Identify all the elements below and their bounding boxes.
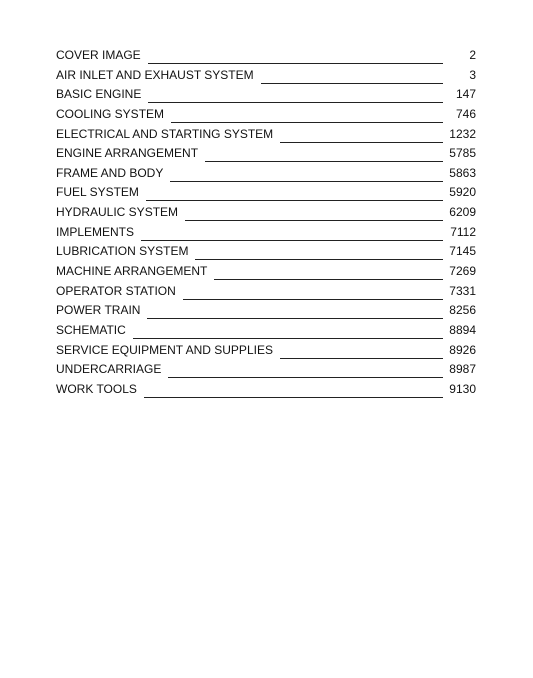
toc-entry-title[interactable]: MACHINE ARRANGEMENT bbox=[56, 264, 211, 278]
toc-entry-title[interactable]: COVER IMAGE bbox=[56, 48, 145, 62]
toc-entry-page[interactable]: 8987 bbox=[449, 362, 476, 377]
toc-entry-title[interactable]: OPERATOR STATION bbox=[56, 284, 180, 298]
toc-leader-line bbox=[147, 318, 443, 319]
toc-leader-line bbox=[141, 240, 443, 241]
toc-entry[interactable] bbox=[56, 125, 476, 145]
toc-entry-page[interactable]: 8256 bbox=[449, 303, 476, 318]
toc-leader-line bbox=[280, 142, 443, 143]
toc-entry[interactable] bbox=[56, 105, 476, 125]
toc-entry[interactable] bbox=[56, 282, 476, 302]
toc-entry[interactable] bbox=[56, 262, 476, 282]
toc-leader-line bbox=[171, 122, 443, 123]
toc-leader-line bbox=[185, 220, 443, 221]
toc-entry[interactable] bbox=[56, 183, 476, 203]
toc-entry-page[interactable]: 7145 bbox=[449, 244, 476, 259]
toc-entry-page[interactable]: 5863 bbox=[449, 165, 476, 180]
toc-leader-line bbox=[261, 83, 443, 84]
toc-entry-title[interactable]: ELECTRICAL AND STARTING SYSTEM bbox=[56, 127, 277, 141]
toc-leader-line bbox=[148, 102, 443, 103]
toc-entry-page[interactable]: 7331 bbox=[449, 283, 476, 298]
toc-entry-page[interactable]: 5920 bbox=[449, 185, 476, 200]
toc-entry[interactable] bbox=[56, 144, 476, 164]
toc-entry-title[interactable]: IMPLEMENTS bbox=[56, 225, 138, 239]
toc-entry[interactable] bbox=[56, 203, 476, 223]
toc-entry-title[interactable]: FUEL SYSTEM bbox=[56, 185, 143, 199]
toc-entry-title[interactable]: SERVICE EQUIPMENT AND SUPPLIES bbox=[56, 343, 277, 357]
toc-entry-page[interactable]: 746 bbox=[455, 106, 476, 121]
toc-entry-page[interactable]: 5785 bbox=[449, 146, 476, 161]
toc-leader-line bbox=[148, 63, 443, 64]
toc-entry-page[interactable]: 9130 bbox=[449, 381, 476, 396]
toc-entry[interactable] bbox=[56, 321, 476, 341]
toc-entry-title[interactable]: AIR INLET AND EXHAUST SYSTEM bbox=[56, 68, 258, 82]
toc-entry[interactable] bbox=[56, 242, 476, 262]
toc-entry-page[interactable]: 1232 bbox=[449, 126, 476, 141]
toc-entry-title[interactable]: ENGINE ARRANGEMENT bbox=[56, 146, 202, 160]
toc-entry-title[interactable]: BASIC ENGINE bbox=[56, 87, 145, 101]
toc-leader-line bbox=[280, 358, 443, 359]
toc-entry[interactable] bbox=[56, 380, 476, 400]
toc-leader-line bbox=[205, 161, 443, 162]
toc-entry[interactable] bbox=[56, 164, 476, 184]
toc-entry[interactable] bbox=[56, 301, 476, 321]
toc-entry-page[interactable]: 147 bbox=[455, 87, 476, 102]
toc-entry[interactable] bbox=[56, 360, 476, 380]
toc-entry-title[interactable]: COOLING SYSTEM bbox=[56, 107, 168, 121]
toc-entry[interactable] bbox=[56, 46, 476, 66]
toc-entry-title[interactable]: UNDERCARRIAGE bbox=[56, 362, 165, 376]
toc-entry-page[interactable]: 7269 bbox=[449, 264, 476, 279]
toc-entry-page[interactable]: 7112 bbox=[450, 224, 476, 239]
toc-entry-page[interactable]: 3 bbox=[469, 67, 476, 82]
toc-entry-title[interactable]: HYDRAULIC SYSTEM bbox=[56, 205, 182, 219]
toc-entry-page[interactable]: 6209 bbox=[449, 205, 476, 220]
toc-leader-line bbox=[170, 181, 443, 182]
toc-entry-title[interactable]: LUBRICATION SYSTEM bbox=[56, 244, 192, 258]
toc-entry-title[interactable]: POWER TRAIN bbox=[56, 303, 144, 317]
toc-entry-title[interactable]: SCHEMATIC bbox=[56, 323, 130, 337]
toc-entry-title[interactable]: WORK TOOLS bbox=[56, 382, 141, 396]
toc-entry[interactable] bbox=[56, 66, 476, 86]
toc-leader-line bbox=[146, 200, 443, 201]
toc-leader-line bbox=[133, 338, 443, 339]
table-of-contents bbox=[56, 46, 476, 400]
toc-entry[interactable] bbox=[56, 341, 476, 361]
toc-entry-page[interactable]: 8894 bbox=[449, 322, 476, 337]
toc-entry[interactable] bbox=[56, 85, 476, 105]
toc-leader-line bbox=[195, 259, 443, 260]
toc-entry-page[interactable]: 8926 bbox=[449, 342, 476, 357]
toc-leader-line bbox=[214, 279, 443, 280]
toc-entry-title[interactable]: FRAME AND BODY bbox=[56, 166, 167, 180]
toc-entry[interactable] bbox=[56, 223, 476, 243]
toc-leader-line bbox=[168, 377, 443, 378]
toc-leader-line bbox=[183, 299, 443, 300]
toc-leader-line bbox=[144, 397, 443, 398]
toc-entry-page[interactable]: 2 bbox=[469, 48, 476, 62]
